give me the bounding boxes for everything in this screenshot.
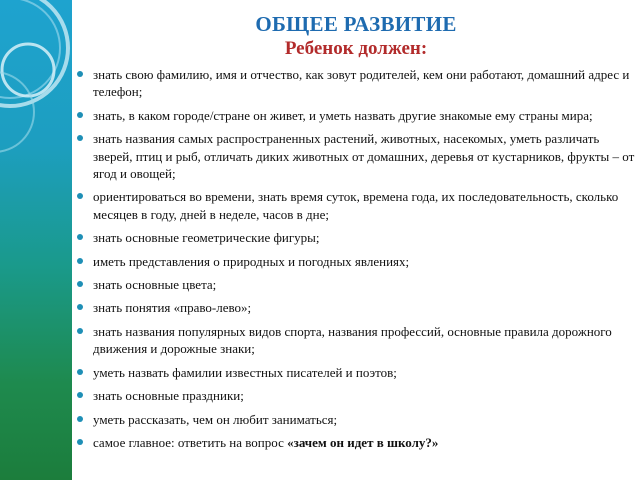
list-item-text: уметь рассказать, чем он любит заниматься; (93, 411, 338, 427)
bullet-icon (77, 369, 83, 375)
page-subtitle: Ребенок должен: (284, 38, 428, 59)
bullet-icon (77, 71, 83, 77)
list-item-text: знать названия популярных видов спорта, названия профессий, основные правила дорожного движения и дорожные знаки; (93, 323, 612, 357)
requirements-list (77, 66, 635, 457)
bullet-icon (77, 258, 83, 264)
list-item (77, 364, 635, 381)
list-item (77, 66, 635, 101)
bullet-icon (77, 439, 83, 445)
list-item-text: уметь назвать фамилии известных писателей и поэтов; (93, 364, 397, 380)
list-item (77, 107, 635, 124)
list-item (77, 188, 635, 223)
list-item-text: знать свою фамилию, имя и отчество, как зовут родителей, кем они работают, домашний адрес и телефон; (93, 67, 630, 100)
list-item (77, 253, 635, 270)
list-item (77, 434, 635, 451)
bullet-icon (77, 392, 83, 398)
bullet-icon (77, 281, 83, 287)
bullet-icon (77, 112, 83, 118)
list-item (77, 387, 635, 404)
list-item-text: ориентироваться во времени, знать время суток, времена года, их последовательность, сколько месяцев в году, дней в неделе, часов в дне; (93, 189, 619, 222)
list-item-text: знать основные цвета; (93, 277, 217, 293)
bullet-icon (77, 416, 83, 422)
list-item-emphasis: «зачем он идет в школу?» (287, 434, 439, 450)
list-item-text: знать, в каком городе/стране он живет, и уметь назвать другие знакомые ему страны мира; (93, 107, 593, 123)
list-item-text: знать понятия «право-лево»; (93, 300, 252, 316)
bullet-icon (77, 234, 83, 240)
list-item-text: самое главное: ответить на вопрос (93, 434, 288, 450)
decorative-circles (0, 0, 72, 480)
list-item-text: знать основные геометрические фигуры; (93, 230, 320, 246)
list-item-text: знать названия самых распространенных растений, животных, насекомых, уметь различать зверей, птиц и рыб, отличать диких животных от домашних, деревья от кустарников, фрукты – от ягод и овощей; (93, 131, 635, 182)
page-title: ОБЩЕЕ РАЗВИТИЕ (255, 12, 457, 36)
list-item-text: знать основные праздники; (93, 388, 244, 404)
decorative-side-band (0, 0, 72, 480)
list-item-text: иметь представления о природных и погодных явлениях; (93, 253, 410, 269)
bullet-icon (77, 135, 83, 141)
list-item (77, 229, 635, 246)
list-item (77, 299, 635, 316)
bullet-icon (77, 304, 83, 310)
bullet-icon (77, 193, 83, 199)
list-item (77, 130, 635, 182)
list-item (77, 276, 635, 293)
bullet-icon (77, 328, 83, 334)
list-item (77, 411, 635, 428)
list-item (77, 323, 635, 358)
